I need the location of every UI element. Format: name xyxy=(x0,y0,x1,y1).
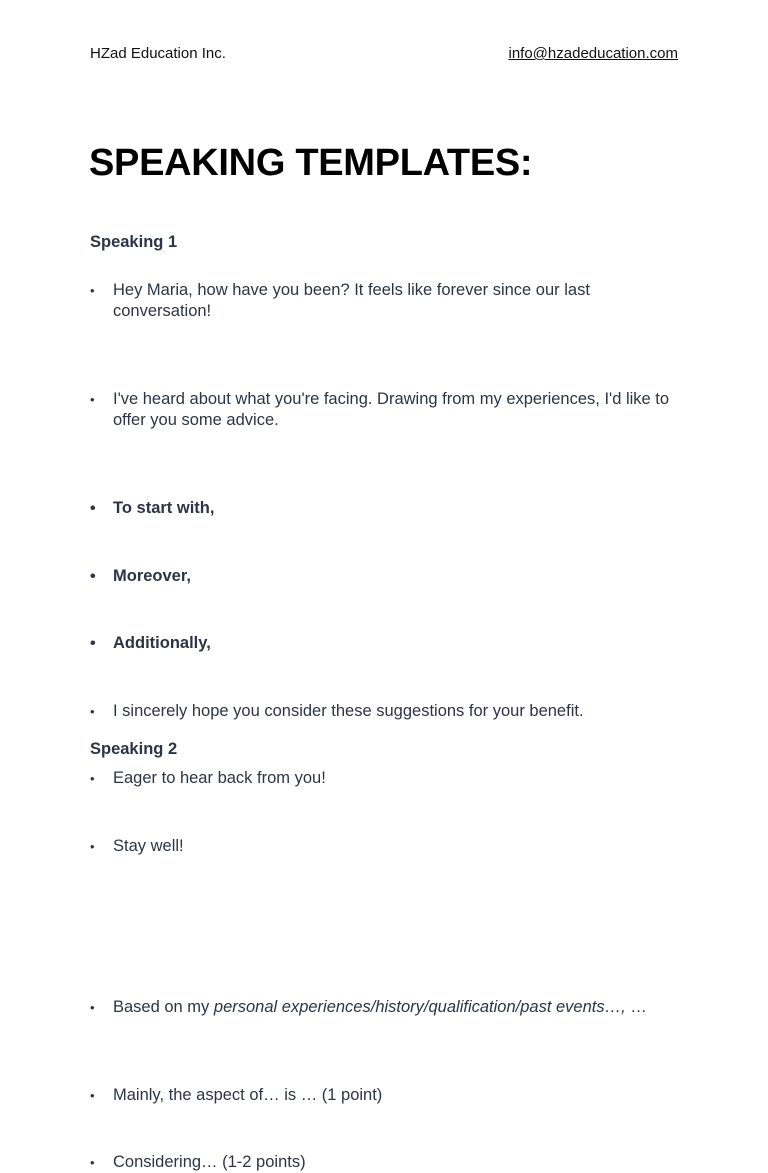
bullet-icon: • xyxy=(90,1155,95,1170)
bullet-icon: • xyxy=(90,771,95,786)
bullet-icon: • xyxy=(90,500,96,517)
bullet-icon: • xyxy=(90,635,96,652)
company-name: HZad Education Inc. xyxy=(90,45,226,62)
list-item-text: Stay well! xyxy=(113,837,184,855)
speaking-2-section xyxy=(90,740,680,759)
list-item xyxy=(90,633,703,654)
list-item xyxy=(90,997,688,1018)
list-item xyxy=(90,1085,703,1106)
list-item xyxy=(90,498,703,519)
list-item-text: I sincerely hope you consider these suggestions for your benefit. xyxy=(113,702,584,720)
bullet-icon: • xyxy=(90,392,95,407)
list-item xyxy=(90,701,703,722)
section-heading-speaking-2: Speaking 2 xyxy=(90,740,178,758)
list-item xyxy=(90,1152,703,1173)
list-item-text: To start with, xyxy=(113,499,215,517)
list-item xyxy=(90,280,680,322)
bullet-icon: • xyxy=(90,1088,95,1103)
list-item-text: Considering… (1-2 points) xyxy=(113,1153,306,1171)
list-item-text-prefix: Based on my xyxy=(113,998,214,1016)
section-heading-speaking-1: Speaking 1 xyxy=(90,233,178,251)
page-title: SPEAKING TEMPLATES: xyxy=(89,142,533,184)
bullet-icon: • xyxy=(90,839,95,854)
list-item xyxy=(90,836,703,857)
bullet-icon: • xyxy=(90,704,95,719)
list-item-text: Eager to hear back from you! xyxy=(113,769,326,787)
list-item xyxy=(90,768,703,789)
speaking-1-section xyxy=(90,233,680,252)
list-item-text: I've heard about what you're facing. Drawing from my experiences, I'd like to offer you some advice. xyxy=(113,390,670,429)
list-item-text: Moreover, xyxy=(113,567,191,585)
list-item-text: Mainly, the aspect of… is … (1 point) xyxy=(113,1086,383,1104)
bullet-icon: • xyxy=(90,283,95,298)
email-link[interactable]: info@hzadeducation.com xyxy=(508,45,678,62)
list-item-text: Additionally, xyxy=(113,634,211,652)
list-item-text-suffix: … xyxy=(625,998,647,1016)
page-header xyxy=(90,45,678,65)
bullet-icon: • xyxy=(90,1000,95,1015)
list-item-text-italic: personal experiences/history/qualification/past events…, xyxy=(213,998,626,1016)
list-item xyxy=(90,566,703,587)
list-item xyxy=(90,389,680,431)
list-item-text: Hey Maria, how have you been? It feels like forever since our last conversation! xyxy=(113,281,590,320)
bullet-icon: • xyxy=(90,568,96,585)
